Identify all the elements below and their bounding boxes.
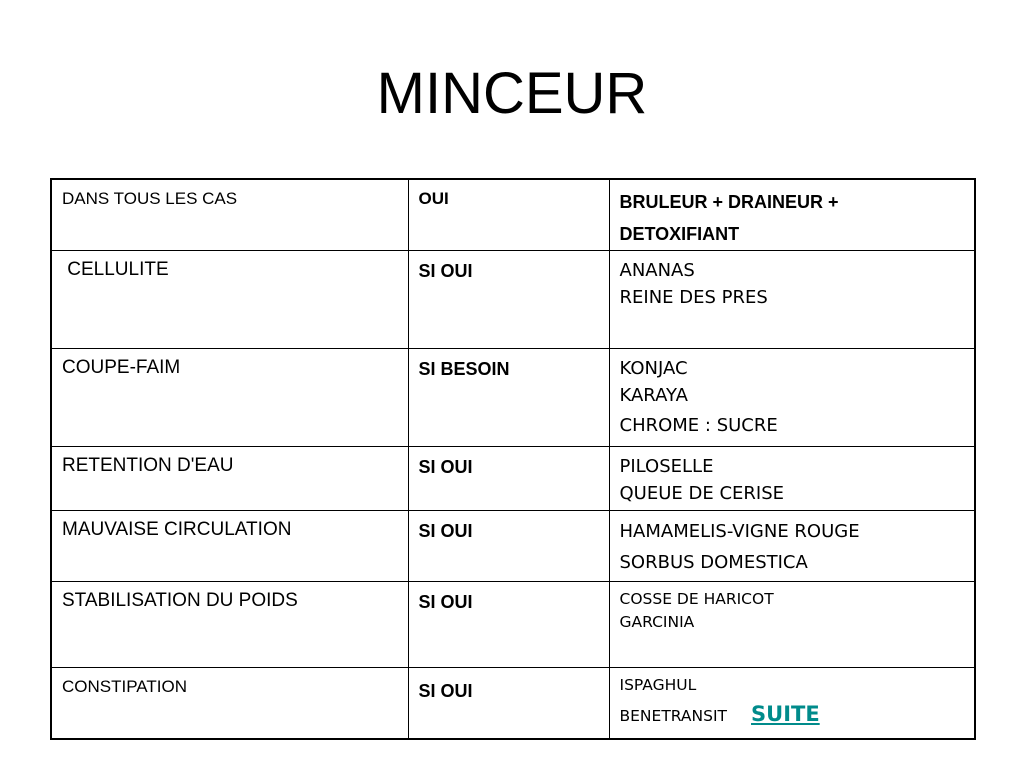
- herb-item: REINE DES PRES: [619, 287, 768, 308]
- herb-item: BRULEUR + DRAINEUR +: [619, 192, 839, 212]
- table-row: [51, 447, 975, 511]
- row-label: DANS TOUS LES CAS: [62, 189, 238, 208]
- row-value-cell: [408, 251, 609, 349]
- row-value: SI OUI: [418, 457, 473, 477]
- table-row: [51, 251, 975, 349]
- row-label: CELLULITE: [62, 259, 169, 280]
- row-value: SI OUI: [418, 681, 473, 701]
- row-label-cell: [51, 179, 408, 251]
- herb-item: GARCINIA: [619, 613, 695, 631]
- row-value: SI OUI: [418, 521, 473, 541]
- row-value: SI BESOIN: [418, 359, 510, 379]
- row-label: RETENTION D'EAU: [62, 455, 234, 476]
- herb-item: HAMAMELIS-VIGNE ROUGE: [619, 521, 860, 542]
- herb-item: SORBUS DOMESTICA: [619, 552, 808, 573]
- row-herbs-cell: [609, 179, 975, 251]
- herb-item: BENETRANSIT: [619, 707, 728, 725]
- row-label: CONSTIPATION: [62, 677, 187, 696]
- row-value: SI OUI: [418, 261, 473, 281]
- herb-item: PILOSELLE: [619, 456, 714, 477]
- table-row: [51, 668, 975, 739]
- herb-line: [620, 697, 965, 733]
- row-label: MAUVAISE CIRCULATION: [62, 519, 292, 540]
- row-label-cell: [51, 251, 408, 349]
- row-label: STABILISATION DU POIDS: [62, 590, 298, 611]
- row-value-cell: [408, 349, 609, 447]
- herb-item: ISPAGHUL: [619, 676, 697, 694]
- herb-item: QUEUE DE CERISE: [619, 483, 784, 504]
- row-herbs-cell: [609, 668, 975, 739]
- row-label-cell: [51, 511, 408, 582]
- row-herbs-cell: [609, 251, 975, 349]
- row-herbs-cell: [609, 349, 975, 447]
- row-label: COUPE-FAIM: [62, 357, 181, 378]
- herb-item: KARAYA: [619, 385, 688, 406]
- row-herbs-cell: [609, 511, 975, 582]
- row-value: SI OUI: [418, 592, 473, 612]
- row-value-cell: [408, 668, 609, 739]
- row-value-cell: [408, 447, 609, 511]
- minceur-table: [50, 178, 976, 740]
- page-title: MINCEUR: [376, 61, 648, 126]
- row-value-cell: [408, 582, 609, 668]
- row-value-cell: [408, 179, 609, 251]
- herb-item: COSSE DE HARICOT: [619, 590, 774, 608]
- row-label-cell: [51, 349, 408, 447]
- herb-item: ANANAS: [619, 260, 695, 281]
- herb-item: DETOXIFIANT: [619, 224, 740, 244]
- table-row: [51, 511, 975, 582]
- herb-item: KONJAC: [619, 358, 688, 379]
- table-row: [51, 179, 975, 251]
- row-label-cell: [51, 668, 408, 739]
- row-label-cell: [51, 582, 408, 668]
- suite-link[interactable]: SUITE: [751, 702, 820, 726]
- herb-item: CHROME : SUCRE: [619, 415, 778, 436]
- table-row: [51, 582, 975, 668]
- row-herbs-cell: [609, 582, 975, 668]
- row-value: OUI: [418, 189, 449, 208]
- row-value-cell: [408, 511, 609, 582]
- row-label-cell: [51, 447, 408, 511]
- row-herbs-cell: [609, 447, 975, 511]
- table-row: [51, 349, 975, 447]
